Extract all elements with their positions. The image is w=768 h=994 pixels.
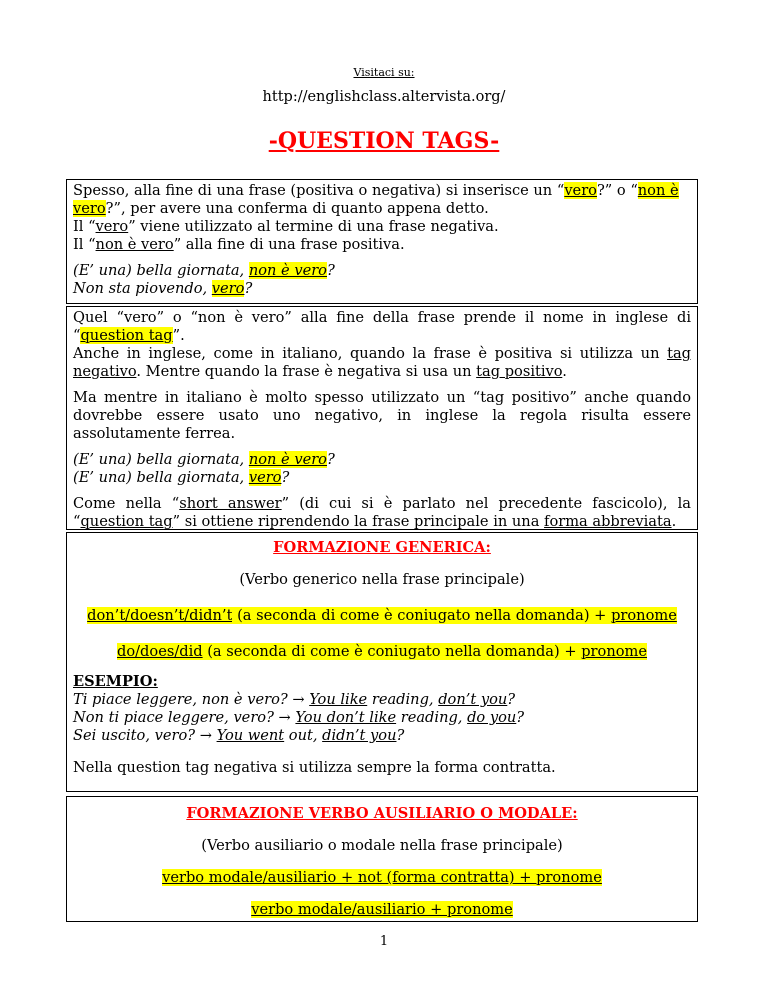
intro-paragraph: Spesso, alla fine di una frase (positiva o negativa) si inserisce un “vero?” o “non è vero?”, per avere una conferma di quanto appena detto. [73, 182, 679, 217]
auxiliary-positive-rule: verbo modale/ausiliario + pronome [251, 901, 513, 918]
negative-tag-rule: don’t/doesn’t/didn’t (a seconda di come è coniugato nella domanda) + pronome [87, 607, 677, 624]
positive-tag-rule: do/does/did (a seconda di come è coniugato nella domanda) + pronome [117, 643, 647, 660]
example-line: (E’ una) bella giornata, non è vero? [73, 451, 335, 468]
page-number: 1 [379, 934, 389, 949]
intro-nonevero-line: Il “non è vero” alla fine di una frase positiva. [73, 236, 405, 253]
tag-polarity-rule: Anche in inglese, come in italiano, quando la frase è positiva si utilizza un tag negativo. Mentre quando la frase è negativa si usa un tag positivo. [73, 345, 691, 380]
short-answer-paragraph: Come nella “short answer” (di cui si è parlato nel precedente fascicolo), la “question tag” si ottiene riprendendo la frase principale in una forma abbreviata. [73, 495, 691, 530]
auxiliary-formation-box [66, 796, 698, 922]
example-line: (E’ una) bella giornata, non è vero? [73, 262, 335, 279]
generic-subtitle: (Verbo generico nella frase principale) [239, 571, 525, 588]
example-line: Ti piace leggere, non è vero? → You like reading, don’t you? [73, 691, 516, 708]
question-tag-definition: Quel “vero” o “non è vero” alla fine della frase prende il nome in inglese di “question tag”. [73, 309, 691, 344]
explanation-box [66, 306, 698, 530]
strict-rule-paragraph: Ma mentre in italiano è molto spesso utilizzato un “tag positivo” anche quando dovrebbe essere usato uno negativo, in inglese la regola risulta essere assolutamente ferrea. [73, 389, 691, 442]
example-line: Non sta piovendo, vero? [73, 280, 253, 297]
generic-formation-box [66, 532, 698, 792]
auxiliary-negative-rule: verbo modale/ausiliario + not (forma contratta) + pronome [162, 869, 602, 886]
intro-vero-line: Il “vero” viene utilizzato al termine di una frase negativa. [73, 218, 499, 235]
generic-formation-heading: FORMAZIONE GENERICA: [273, 539, 491, 556]
intro-box [66, 179, 698, 304]
example-line: Sei uscito, vero? → You went out, didn’t you? [73, 727, 405, 744]
visit-label: Visitaci su: [353, 66, 415, 79]
example-line: (E’ una) bella giornata, vero? [73, 469, 290, 486]
auxiliary-formation-heading: FORMAZIONE VERBO AUSILIARIO O MODALE: [186, 805, 578, 822]
example-line: Non ti piace leggere, vero? → You don’t like reading, do you? [73, 709, 525, 726]
page-title: -QUESTION TAGS- [268, 128, 500, 154]
example-label: ESEMPIO: [73, 673, 158, 690]
site-url[interactable]: http://englishclass.altervista.org/ [262, 89, 506, 105]
auxiliary-subtitle: (Verbo ausiliario o modale nella frase principale) [201, 837, 563, 854]
contracted-form-note: Nella question tag negativa si utilizza sempre la forma contratta. [73, 759, 556, 776]
